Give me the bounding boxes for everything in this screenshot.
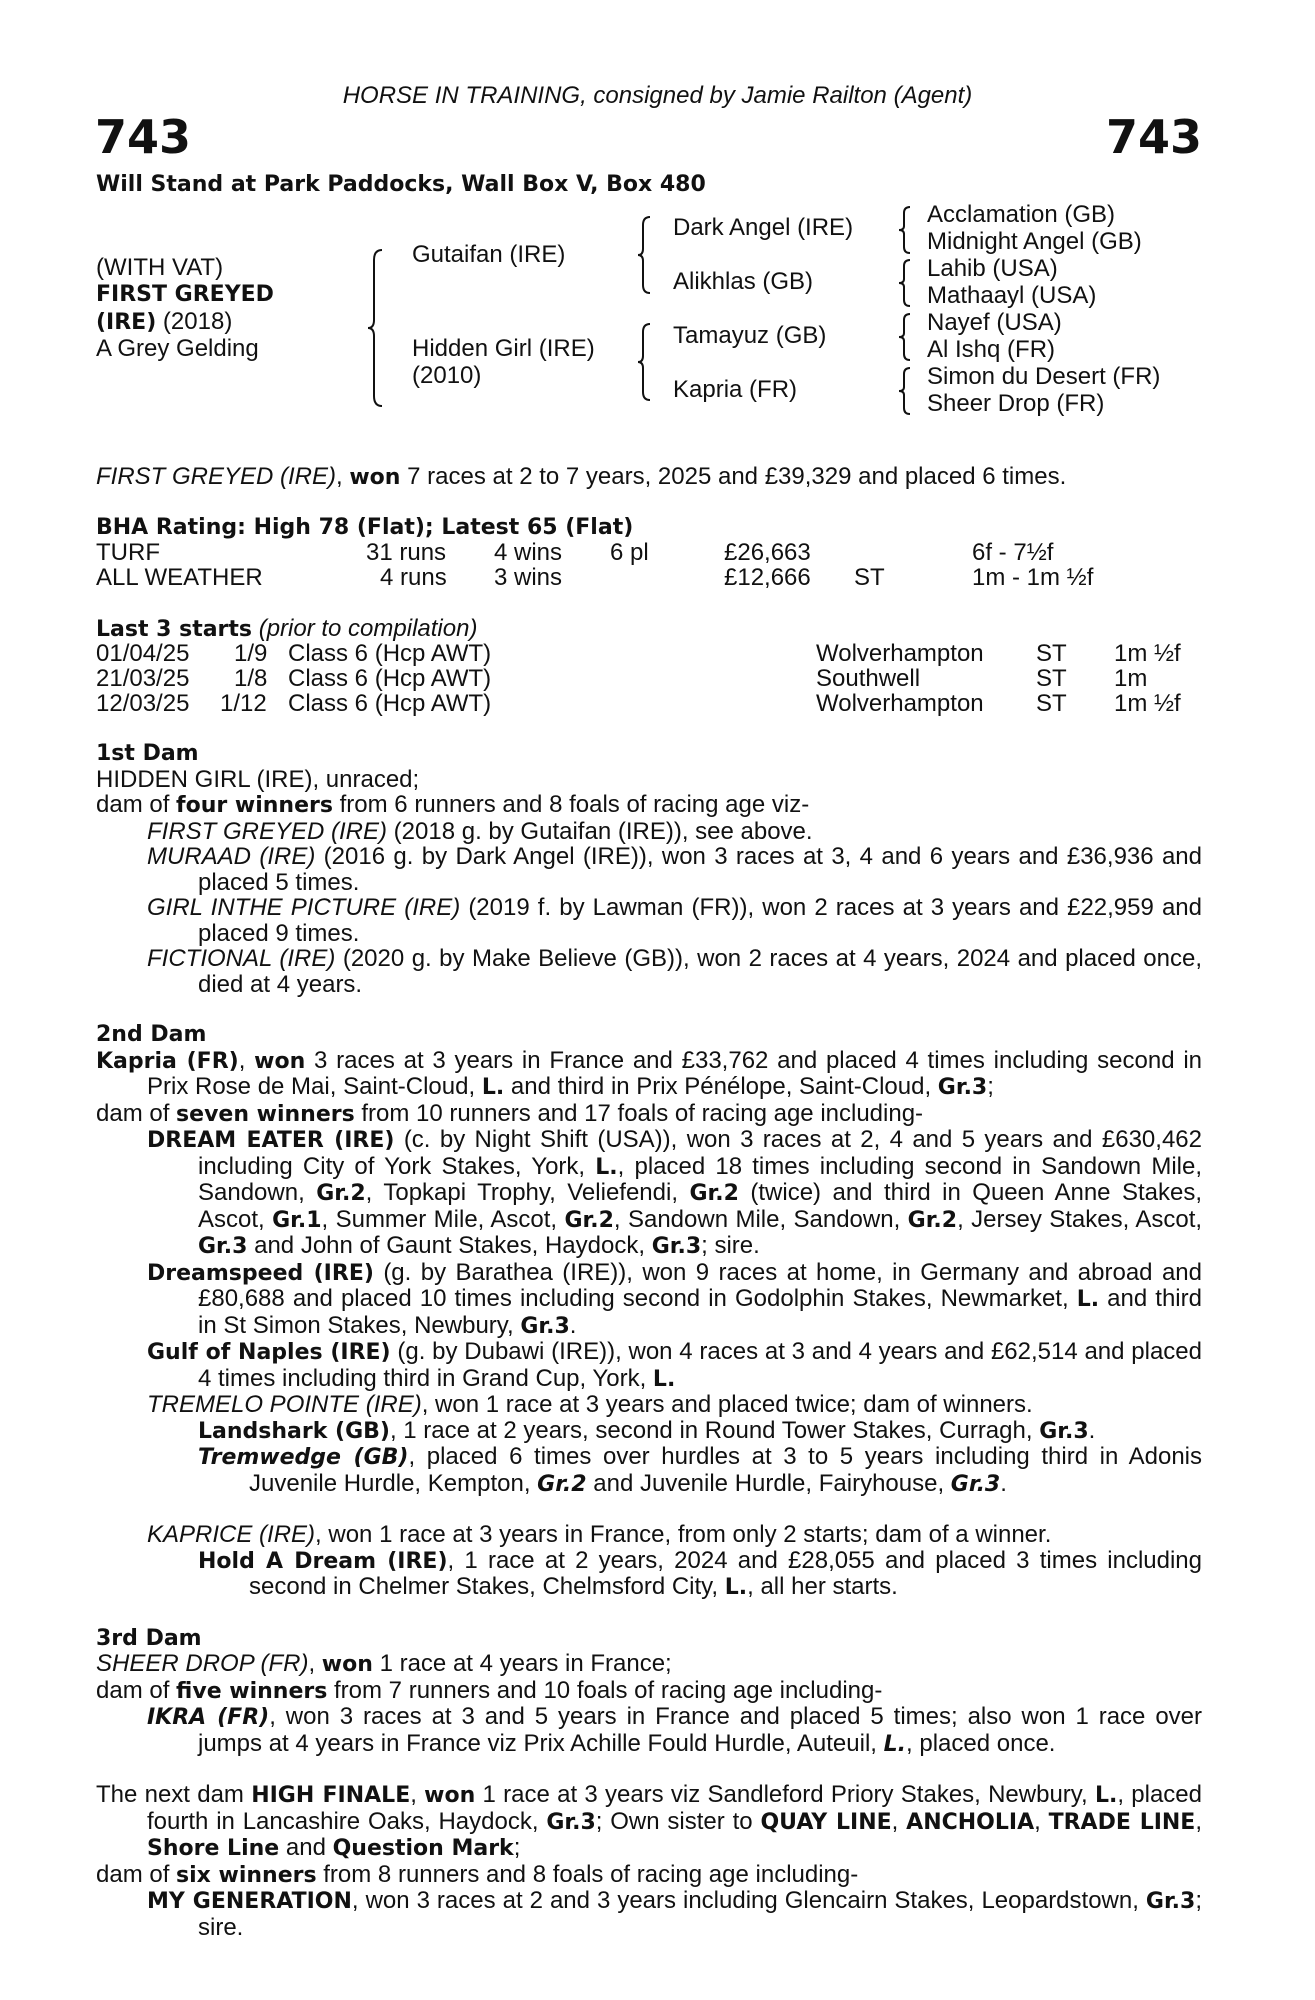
dam3-line2: dam of five winners from 7 runners and 10 foals of racing age including- [96,1676,883,1704]
lot-number-right: 743 [1105,110,1202,164]
horse-name-line2 [96,309,232,336]
dam2-subentry: Landshark (GB), 1 race at 2 years, second in Round Tower Stakes, Curragh, Gr.3. [198,1416,1096,1444]
start-dist: 1m ½f [1114,640,1181,667]
rating-placed: 6 pl [610,539,649,566]
dam2-subentry: Tremwedge (GB), placed 6 times over hurdles at 3 to 5 years including third in Adonis Juvenile Hurdle, Kempton, Gr.2 and Juvenile Hurdle, Fairyhouse, Gr.3. [198,1443,1203,1497]
rating-heading: BHA Rating: High 78 (Flat); Latest 65 (Flat) [96,515,634,540]
horse-description: A Grey Gelding [96,335,259,362]
race-summary [96,464,1066,491]
start-course: Wolverhampton [816,690,984,717]
rating-prize: £26,663 [724,539,811,566]
dss: Nayef (USA) [927,309,1062,336]
dam1-line1: HIDDEN GIRL (IRE), unraced; [96,765,420,793]
start-class: Class 6 (Hcp AWT) [288,640,492,667]
pedigree-brace-gen3-4 [896,366,914,416]
start-class: Class 6 (Hcp AWT) [288,690,492,717]
last3-note: (prior to compilation) [252,615,478,642]
dam1-line2: dam of four winners from 6 runners and 8 foals of racing age viz- [96,791,810,818]
dam1-entry: FICTIONAL (IRE) (2020 g. by Make Believe (GB)), won 2 races at 4 years, 2024 and placed once, died at 4 years. [147,945,1202,998]
start-pos: 1/9 [234,640,268,667]
start-class: Class 6 (Hcp AWT) [288,665,492,692]
start-pos: 1/8 [234,665,268,692]
dam2-entry: TREMELO POINTE (IRE), won 1 race at 3 years and placed twice; dam of winners. [147,1391,1033,1418]
horse-country: (IRE) [96,310,157,335]
pedigree-brace-gen2-sire [636,215,654,295]
dam1-heading: 1st Dam [96,741,199,766]
pedigree-brace-gen3-3 [896,312,914,362]
last3-heading [96,616,477,643]
location-line: Will Stand at Park Paddocks, Wall Box V, Box 480 [96,172,706,197]
dam-year: (2010) [412,362,482,389]
sire-dam: Alikhlas (GB) [673,268,814,295]
pedigree-brace-gen3-1 [896,205,914,255]
dds: Simon du Desert (FR) [927,363,1161,390]
dam2-entry: Dreamspeed (IRE) (g. by Barathea (IRE)), won 9 races at home, in Germany and abroad and £80,688 and placed 10 times including second in Godolphin Stakes, Newmarket, L. and third in St Simon Stakes, Newbury, Gr.3. [147,1258,1202,1339]
dam: Hidden Girl (IRE) [412,335,595,362]
rating-dist: 1m - 1m ½f [972,564,1094,591]
dam2-line2: dam of seven winners from 10 runners and 17 foals of racing age including- [96,1099,924,1127]
dam1-entry: FIRST GREYED (IRE) (2018 g. by Gutaifan (IRE)), see above. [147,817,813,845]
start-dist: 1m ½f [1114,690,1181,717]
rating-runs: 31 runs [366,539,447,566]
sss: Acclamation (GB) [927,201,1116,228]
dam2-entry: Gulf of Naples (IRE) (g. by Dubawi (IRE)), won 4 races at 3 and 4 years and £62,514 and placed 4 times including third in Grand Cup, York, L. [147,1338,1202,1392]
start-date: 21/03/25 [96,665,190,692]
rating-wins: 4 wins [494,539,563,566]
start-course: Southwell [816,665,921,692]
dam2-entry: KAPRICE (IRE), won 1 race at 3 years in France, from only 2 starts; dam of a winner. [147,1521,1052,1548]
ddd: Sheer Drop (FR) [927,390,1105,417]
nextdam-line: The next dam HIGH FINALE, won 1 race at 3 years viz Sandleford Priory Stakes, Newbury, L., placed fourth in Lancashire Oaks, Haydock, Gr.3; Own sister to QUAY LINE, ANCHOLIA, TRADE LINE, Shore Line and Question Mark; [96,1781,1203,1861]
dam2-heading: 2nd Dam [96,1022,207,1047]
lot-number-left: 743 [95,110,192,164]
summary-won: won [349,465,401,490]
sire-sire: Dark Angel (IRE) [673,214,854,241]
summary-sep: , [336,463,350,490]
start-dist: 1m [1114,665,1148,692]
start-surface: ST [1036,665,1067,692]
start-surface: ST [1036,690,1067,717]
start-date: 12/03/25 [96,690,190,717]
start-surface: ST [1036,640,1067,667]
dam-sire: Tamayuz (GB) [673,322,827,349]
pedigree-brace-gen1 [366,248,386,408]
dam3-entry: IKRA (FR), won 3 races at 3 and 5 years in France and placed 5 times; also won 1 race over jumps at 4 years in France viz Prix Achille Fould Hurdle, Auteuil, L., placed once. [147,1703,1202,1757]
sdd: Mathaayl (USA) [927,282,1097,309]
dam3-line1: SHEER DROP (FR), won 1 race at 4 years in France; [96,1650,672,1677]
horse-year: (2018) [156,308,233,335]
dam2-entry: DREAM EATER (IRE) (c. by Night Shift (USA)), won 3 races at 2, 4 and 5 years and £630,462 including City of York Stakes, York, L., placed 18 times including second in Sandown Mile, Sandown, Gr.2, Topkapi Trophy, Veliefendi, Gr.2 (twice) and third in Queen Anne Stakes, Ascot, Gr.1, Summer Mile, Ascot, Gr.2, Sandown Mile, Sandown, Gr.2, Jersey Stakes, Ascot, Gr.3 and John of Gaunt Stakes, Haydock, Gr.3; sire. [147,1126,1203,1259]
last3-title: Last 3 starts [96,617,253,642]
ssd: Midnight Angel (GB) [927,228,1142,255]
rating-prize: £12,666 [724,564,811,591]
start-date: 01/04/25 [96,640,190,667]
start-course: Wolverhampton [816,640,984,667]
pedigree-brace-gen2-dam [636,322,654,402]
rating-runs: 4 runs [380,564,447,591]
dam1-entry: GIRL INTHE PICTURE (IRE) (2019 f. by Lawman (FR)), won 2 races at 3 years and £22,959 and placed 9 times. [147,894,1202,947]
dam1-entry: MURAAD (IRE) (2016 g. by Dark Angel (IRE)), won 3 races at 3, 4 and 6 years and £36,936 and placed 5 times. [147,843,1202,896]
rating-dist: 6f - 7½f [972,539,1054,566]
dam-dam: Kapria (FR) [673,376,798,403]
dam2-subentry: Hold A Dream (IRE), 1 race at 2 years, 2024 and £28,055 and placed 3 times including second in Chelmer Stakes, Chelmsford City, L., all her starts. [198,1546,1203,1600]
dsd: Al Ishq (FR) [927,336,1056,363]
vat-label: (WITH VAT) [96,254,224,281]
summary-name: FIRST GREYED (IRE) [96,463,337,490]
consignment-line: HORSE IN TRAINING, consigned by Jamie Railton (Agent) [342,82,973,109]
pedigree-brace-gen3-2 [896,258,914,308]
family-sections [96,741,1202,1940]
rating-wins: 3 wins [494,564,563,591]
rating-surface: TURF [96,539,160,566]
rating-st: ST [854,564,885,591]
sire: Gutaifan (IRE) [412,241,566,268]
start-pos: 1/12 [220,690,267,717]
sds: Lahib (USA) [927,255,1058,282]
dam2-line1: Kapria (FR), won 3 races at 3 years in France and £33,762 and placed 4 times including second in Prix Rose de Mai, Saint-Cloud, L. and third in Prix Pénélope, Saint-Cloud, Gr.3; [96,1046,1202,1100]
summary-rest: 7 races at 2 to 7 years, 2025 and £39,329 and placed 6 times. [400,463,1067,490]
dam3-heading: 3rd Dam [96,1625,202,1651]
nextdam-entry: MY GENERATION, won 3 races at 2 and 3 years including Glencairn Stakes, Leopardstown, Gr.3; sire. [147,1887,1202,1941]
nextdam-line2: dam of six winners from 8 runners and 8 foals of racing age including- [96,1860,859,1888]
rating-surface: ALL WEATHER [96,564,263,591]
horse-name: FIRST GREYED [96,282,274,307]
